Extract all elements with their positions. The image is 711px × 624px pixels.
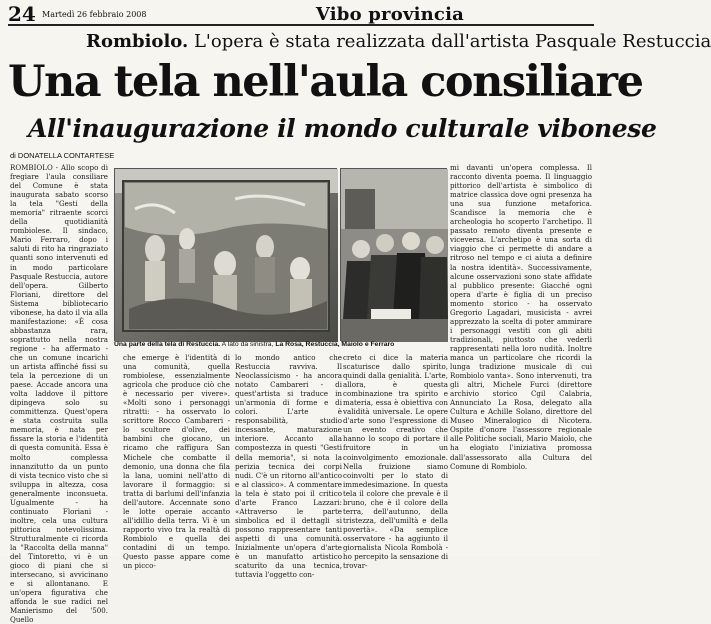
headline: Una tela nell'aula consiliare [8,57,643,107]
photo-caption [114,341,448,348]
painting-photo [114,168,337,341]
article-column-1 [10,163,108,624]
column-text: ROMBIOLO - Allo scopo di fregiare l'aula consiliare del Comune è stata inaugurata sabato scorso la tela "Gesti della memoria" ritraente scorci della quotidianità rombiolese. Il sindaco, Mario Ferraro, dopo i saluti di rito ha ringraziato quanti sono intervenuti ed in modo particolare Pasquale Restuccia, autore dell'opera. Gilberto Floriani, direttore del Sistema bibliotecario vibonese, ha dato il via alla manifestazione: «È cosa abbastanza rara, soprattutto nella nostra regione - ha affermato - che un comune incarichi un artista affinché fissi su tela la percezione di un paese. Accade ancora una volta laddove il pittore dipingeva solo su committenza. Quest'opera è stata costruita sulla memoria, è nata per fissare la storia e l'identità di questa comunità. Essa è molto complessa innanzitutto da un punto di vista tecnico visto che si sviluppa in altezza, cosa generalmente inconsueta. Ugualmente - ha continuato Floriani - inoltre, cela una cultura pittorica notevolissima. Strutturalmente ci ricorda la "Raccolta della manna" del Tintoretto, vi è un gioco di piani che si intersecano, si avvicinano e si allontanano. E un'opera figurativa che affonda le sue radici nel Manierismo del '500. Quello [10,163,108,624]
subheadline: All'inaugurazione il mondo culturale vibonese [28,114,657,143]
kicker-place: Rombiolo. [86,31,189,52]
article-column-3 [235,353,342,580]
article-column-2 [123,353,230,571]
caption-right-names: La Rosa, Restuccia, Maiolo e Ferraro [275,341,395,348]
article-column-4 [343,353,448,571]
page-number: 24 [8,2,36,26]
group-photo [340,168,447,341]
article-kicker [86,31,711,52]
column-text: lo mondo antico che Restuccia ravviva. Il Neoclassicismo - ha ancora notato Cambareri - di quest'artista si traduce in un'armonia di forme e di colori. L'arte è responsabilità, studio incessante, maturazione interiore. Accanto alla compostezza in questi "Gesti della memoria", si nota la perizia tecnica dei corpi nudi. C'è un ritorno all'antico e al classico». A commentare la tela è stato poi il critico d'arte Franco Lazzari: «Attraverso le parte simbolica ed il dettagli si possono rappresentare tanti aspetti di una comunità. Inizialmente un'opera d'arte è un manufatto artistico scaturito da una tecnica, tuttavia l'oggetto con- [235,353,342,580]
kicker-text: L'opera è stata realizzata dall'artista Pasquale Restuccia [193,31,711,52]
article-column-5 [450,163,592,553]
byline: di DONATELLA CONTARTESE [10,151,115,160]
issue-date: Martedì 26 febbraio 2008 [42,10,147,19]
column-text: che emerge è l'identità di una comunità, quella rombiolese, essenzialmente agricola che produce ciò che è necessario per vivere». «Molti sono i personaggi ritratti: - ha osservato lo scrittore Rocco Cambareri - lo scultore d'olive, dei bambini che giocano, un ricamo che raffigura San Michele che combatte il demonio, una donna che fila la lana, uomini nell'atto di lavorare il formaggio: si tratta di barlumi dell'infanzia dell'autore. Accennate sono le lotte operaie accanto all'idillio della terra. Vi è un rapporto vivo tra la realtà di Rombiolo e quella dei contadini di un tempo. Questo passe appare come un picco- [123,353,230,571]
section-title: Vibo provincia [315,4,464,25]
caption-right-prefix: A lato da sinistra, [221,341,274,348]
column-text: mi davanti un'opera complessa. Il racconto diventa poema. Il linguaggio pittorico dell'artista è simbolico di matrice classica dove ogni presenza ha una sua funzione metaforica. Scandisce la memoria che è archeologia ho scoperto l'archetipo. Il passato remoto diventa presente e viceversa. L'archetipo è una sorta di viaggio che ci permette di andare a ritroso nel tempo e ci aiuta a definire la nostra identità». Successivamente, alcune osservazioni sono state affidate al pubblico presente: Giacché ogni opera d'arte è figlia di un preciso momento storico - ha osservato Gregorio Lagadari, musicista - avrei apprezzato la scelta di poter ammirare i personaggi vestiti con gli abiti tradizionali, piuttosto che vederli rappresentati nella loro nudità. Inoltre manca un particolare che ricordi la lunga tradizione musicale di cui Rombiolo vanta». Sono intervenuti, tra gli altri, Michele Furci (direttore archivio storico Cgil Calabria, Annunciato La Rosa, delegato alla Cultura e Achille Solano, direttore del Museo Mineralogico di Nicotera. Ospite d'onore l'assessore regionale alle Politiche sociali, Mario Maiolo, che ha elogiato l'iniziativa promossa dall'assessorato alla Cultura del Comune di Rombiolo. [450,163,592,471]
group-image [341,169,448,342]
caption-left: Una parte della tela di Restuccia. [114,341,221,348]
column-text: creto ci dice la materia scaturisce dallo spirito, quindi dalla genialità. L'arte, allora, è questa combinazione tra spirito e materia, essa è obiettiva con validità universale. Le opere d'arte sono l'espressione di un evento creativo che hanno lo scopo di portare il fruitore in un coinvolgimento emozionale. Nella fruizione siamo coinvolti per lo stato di immedesimazione. In questa tela il colore che prevale è il bruno, che è il colore della terra, dell'autunno, della tristezza, dell'umiltà e della povertà». «Da semplice osservatore - ha aggiunto il giornalista Nicola Rombolà - ho percepito la sensazione di trovar- [343,353,448,571]
page-header [8,4,594,26]
painting-image [115,169,338,342]
